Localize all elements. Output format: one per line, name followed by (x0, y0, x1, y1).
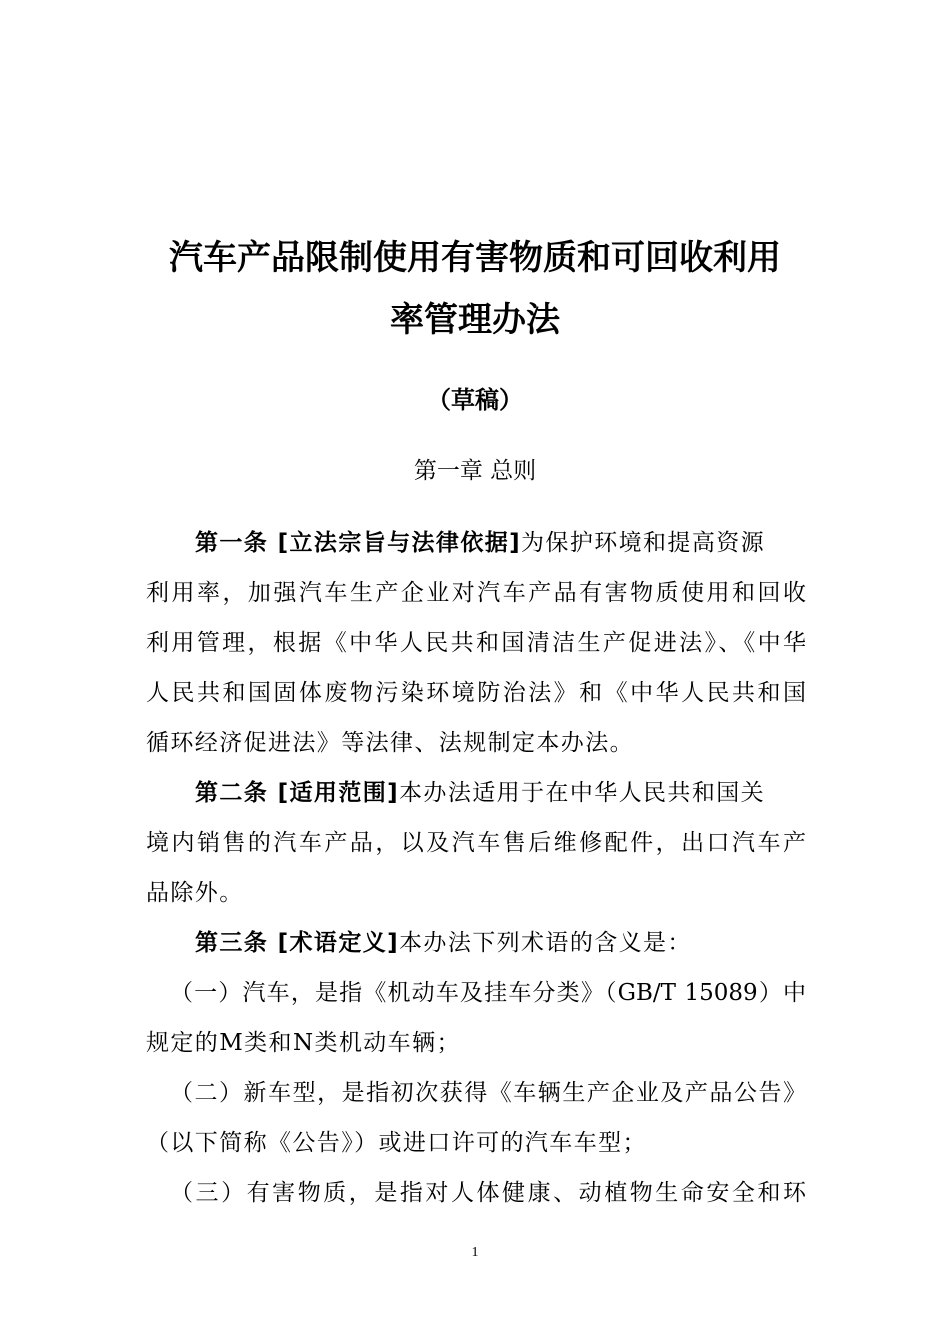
article-2-line-2: 境内销售的汽车产品，以及汽车售后维修配件，出口汽车产 (146, 830, 806, 856)
document-subtitle: （草稿） (427, 386, 523, 414)
article-3-item-2-line-2: （以下简称《公告》）或进口许可的汽车车型； (146, 1130, 647, 1156)
article-1-text: 为保护环境和提高资源 (521, 530, 766, 556)
article-3-item-2-line-1: （二）新车型，是指初次获得《车辆生产企业及产品公告》 (170, 1080, 806, 1106)
article-2-text: 本办法适用于在中华人民共和国关 (399, 780, 766, 806)
article-3-item-1-line-2: 规定的M类和N类机动车辆； (146, 1030, 461, 1056)
article-1-line-5: 循环经济促进法》等法律、法规制定本办法。 (146, 730, 634, 756)
document-title-line-1: 汽车产品限制使用有害物质和可回收利用 (169, 238, 781, 278)
article-1-first-line (195, 528, 806, 558)
article-3-first-line (195, 928, 806, 958)
article-3-item-1-line-1: （一）汽车，是指《机动车及挂车分类》（GB/T 15089）中 (170, 980, 806, 1006)
article-3-item-3-line-1: （三）有害物质，是指对人体健康、动植物生命安全和环 (170, 1180, 806, 1206)
article-1-line-4: 人民共和国固体废物污染环境防治法》和《中华人民共和国 (146, 680, 806, 706)
article-2-heading: 第二条 [适用范围] (195, 780, 400, 806)
article-2-line-3: 品除外。 (146, 880, 244, 906)
page-number: 1 (471, 1245, 479, 1260)
article-3-heading: 第三条 [术语定义] (195, 930, 400, 956)
article-1-line-3: 利用管理，根据《中华人民共和国清洁生产促进法》、《中华 (146, 630, 806, 656)
article-1-heading: 第一条 [立法宗旨与法律依据] (195, 530, 522, 556)
chapter-heading: 第一章 总则 (413, 458, 537, 484)
document-title-line-2: 率管理办法 (390, 300, 560, 340)
article-1-line-2: 利用率，加强汽车生产企业对汽车产品有害物质使用和回收 (146, 580, 806, 606)
article-3-text: 本办法下列术语的含义是： (399, 930, 692, 956)
article-2-first-line (195, 778, 806, 808)
